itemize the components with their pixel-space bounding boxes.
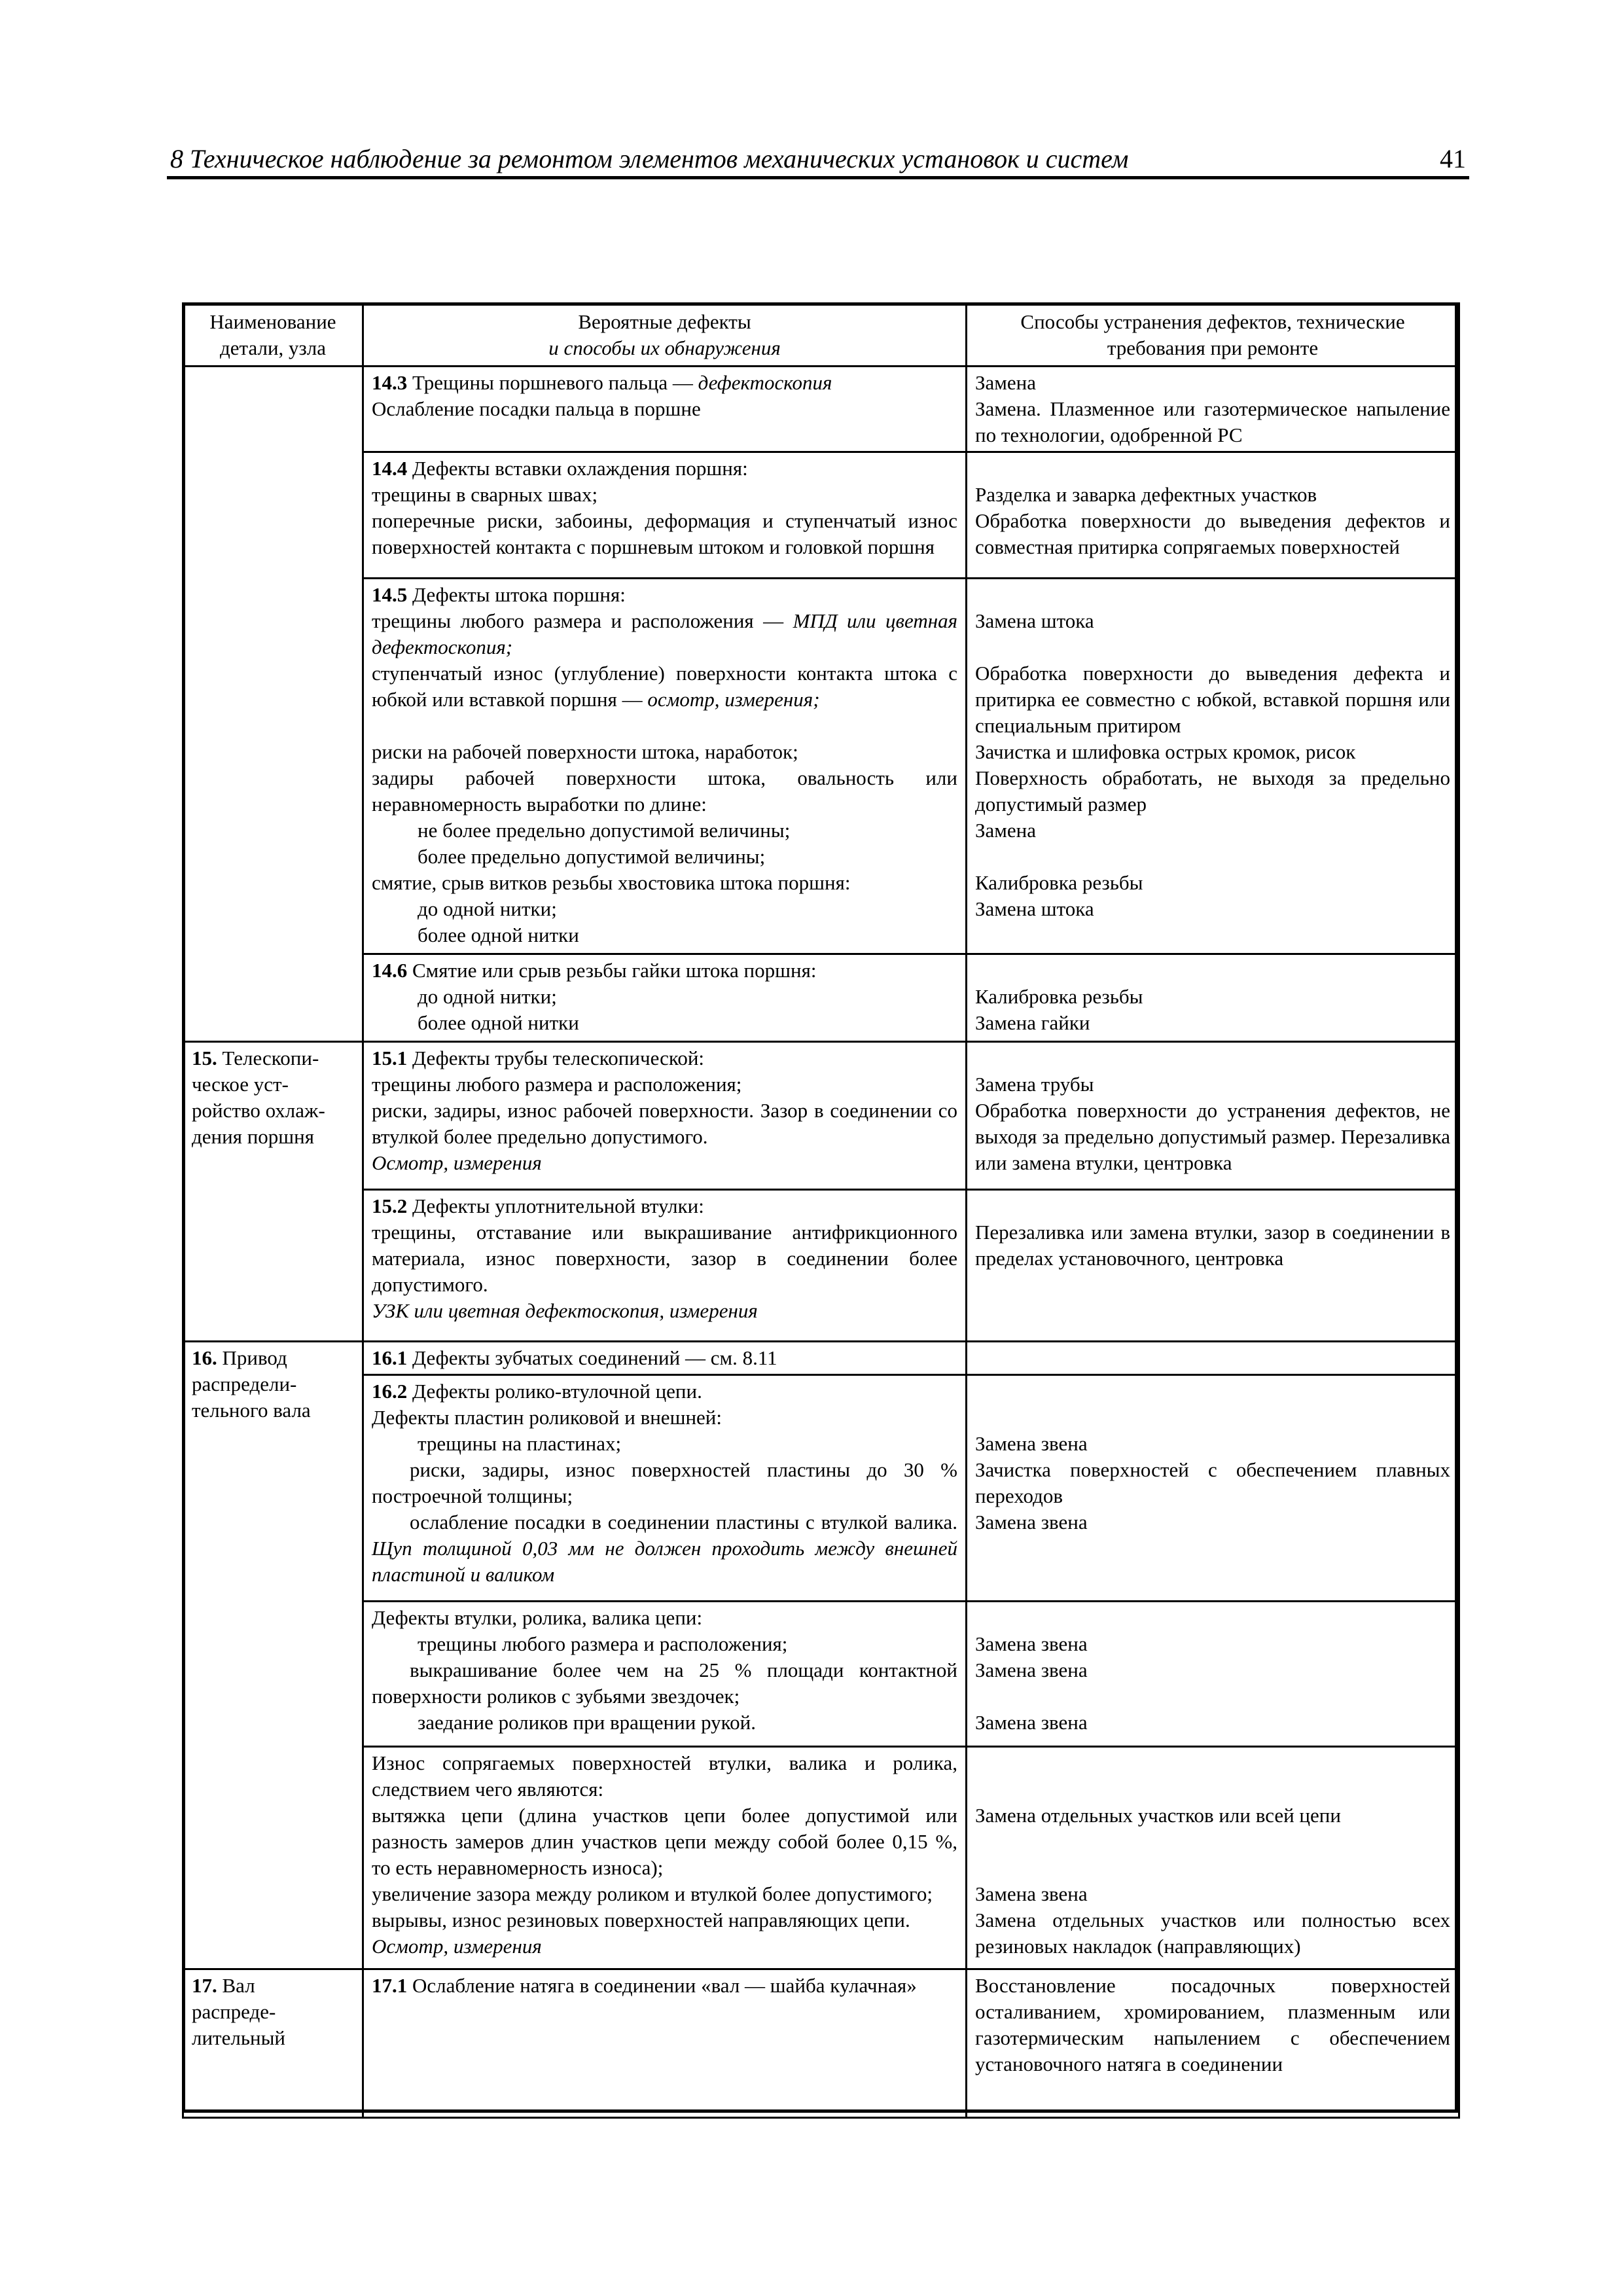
chapter-title: 8 Техническое наблюдение за ремонтом элементов механических установок и систем	[170, 144, 1129, 173]
running-header	[167, 143, 1469, 179]
table-row	[183, 1375, 1459, 1602]
table-header-row	[183, 304, 1459, 367]
defects-table-container	[182, 302, 1458, 2113]
column-header-defects: Вероятные дефекты и способы их обнаружения	[363, 304, 967, 367]
table-row	[183, 1969, 1459, 2118]
method-cell: Перезаливка или замена втулки, зазор в соединении в пределах установочного, центровка	[967, 1190, 1459, 1342]
method-cell: Замена трубы Обработка поверхности до устранения дефектов, не выходя за предельно допустимый размер. Перезаливка или замена втулки, центровка	[967, 1042, 1459, 1190]
defect-cell: 14.4 Дефекты вставки охлаждения поршня: трещины в сварных швах; поперечные риски, забоины, деформация и ступенчатый износ поверхностей контакта с поршневым штоком и головкой поршня	[363, 452, 967, 579]
table-row	[183, 1342, 1459, 1375]
part-cell-empty	[183, 367, 363, 1042]
method-cell: Замена звена Зачистка поверхностей с обеспечением плавных переходов Замена звена	[967, 1375, 1459, 1602]
method-cell: Замена отдельных участков или всей цепи Замена звена Замена отдельных участков или полностью всех резиновых накладок (направляющих)	[967, 1747, 1459, 1969]
defect-cell: 17.1 Ослабление натяга в соединении «вал — шайба кулачная»	[363, 1969, 967, 2118]
table-row	[183, 1747, 1459, 1969]
defect-cell: 14.3 Трещины поршневого пальца — дефектоскопия Ослабление посадки пальца в поршне	[363, 367, 967, 452]
defect-cell: Износ сопрягаемых поверхностей втулки, валика и ролика, следствием чего являются: вытяжка цепи (длина участков цепи более допустимой или разность замеров длин участков цепи между собой более 0,15 %, то есть неравномерность износа); увеличение зазора между роликом и втулкой более допустимого; вырывы, износ резиновых поверхностей направляющих цепи. Осмотр, измерения	[363, 1747, 967, 1969]
defect-cell: 14.6 Смятие или срыв резьбы гайки штока поршня: до одной нитки; более одной нитки	[363, 954, 967, 1042]
defect-cell: 15.2 Дефекты уплотнительной втулки: трещины, отставание или выкрашивание антифрикционного материала, износ поверхности, зазор в соединении более допустимого. УЗК или цветная дефектоскопия, измерения	[363, 1190, 967, 1342]
table-row	[183, 1190, 1459, 1342]
method-cell: Разделка и заварка дефектных участков Обработка поверхности до выведения дефектов и совместная притирка сопрягаемых поверхностей	[967, 452, 1459, 579]
method-cell: Восстановление посадочных поверхностей осталиванием, хромированием, плазменным или газотермическим напылением с обеспечением установочного натяга в соединении	[967, 1969, 1459, 2118]
table-row	[183, 1042, 1459, 1190]
method-cell: Замена штока Обработка поверхности до выведения дефекта и притирка ее совместно с юбкой, вставкой поршня или специальным притиром Зачистка и шлифовка острых кромок, рисок Поверхность обработать, не выходя за предельно допустимый размер Замена Калибровка резьбы Замена штока	[967, 579, 1459, 954]
table-row	[183, 452, 1459, 579]
defect-cell: Дефекты втулки, ролика, валика цепи: трещины любого размера и расположения; выкрашивание более чем на 25 % площади контактной поверхности роликов с зубьями звездочек; заедание роликов при вращении рукой.	[363, 1602, 967, 1747]
method-cell: Калибровка резьбы Замена гайки	[967, 954, 1459, 1042]
table-row	[183, 954, 1459, 1042]
part-cell: 17. Вал распреде- лительный	[183, 1969, 363, 2118]
part-cell: 15. Телескопи- ческое уст- ройство охлаж- дения поршня	[183, 1042, 363, 1342]
method-cell: Замена звена Замена звена Замена звена	[967, 1602, 1459, 1747]
method-cell: Замена Замена. Плазменное или газотермическое напыление по технологии, одобренной РС	[967, 367, 1459, 452]
table-row	[183, 367, 1459, 452]
defect-cell: 15.1 Дефекты трубы телескопической: трещины любого размера и расположения; риски, задиры, износ рабочей поверхности. Зазор в соединении со втулкой более предельно допустимого. Осмотр, измерения	[363, 1042, 967, 1190]
column-header-methods: Способы устранения дефектов, технические требования при ремонте	[967, 304, 1459, 367]
defect-cell: 16.1 Дефекты зубчатых соединений — см. 8.11	[363, 1342, 967, 1375]
page-number: 41	[1440, 144, 1466, 173]
column-header-part: Наименование детали, узла	[183, 304, 363, 367]
defect-cell: 16.2 Дефекты ролико-втулочной цепи. Дефекты пластин роликовой и внешней: трещины на пластинах; риски, задиры, износ поверхностей пластины до 30 % построечной толщины; ослабление посадки в соединении пластины с втулкой валика. Щуп толщиной 0,03 мм не должен проходить между внешней пластиной и валиком	[363, 1375, 967, 1602]
table-row	[183, 1602, 1459, 1747]
defect-cell: 14.5 Дефекты штока поршня: трещины любого размера и расположения — МПД или цветная дефектоскопия; ступенчатый износ (углубление) поверхности контакта штока с юбкой или вставкой поршня — осмотр, измерения; риски на рабочей поверхности штока, наработок; задиры рабочей поверхности штока, овальность или неравномерность выработки по длине: не более предельно допустимой величины; более предельно допустимой величины; смятие, срыв витков резьбы хвостовика штока поршня: до одной нитки; более одной нитки	[363, 579, 967, 954]
defects-table	[182, 302, 1460, 2119]
part-cell: 16. Привод распредели- тельного вала	[183, 1342, 363, 1969]
table-row	[183, 579, 1459, 954]
method-cell-empty	[967, 1342, 1459, 1375]
